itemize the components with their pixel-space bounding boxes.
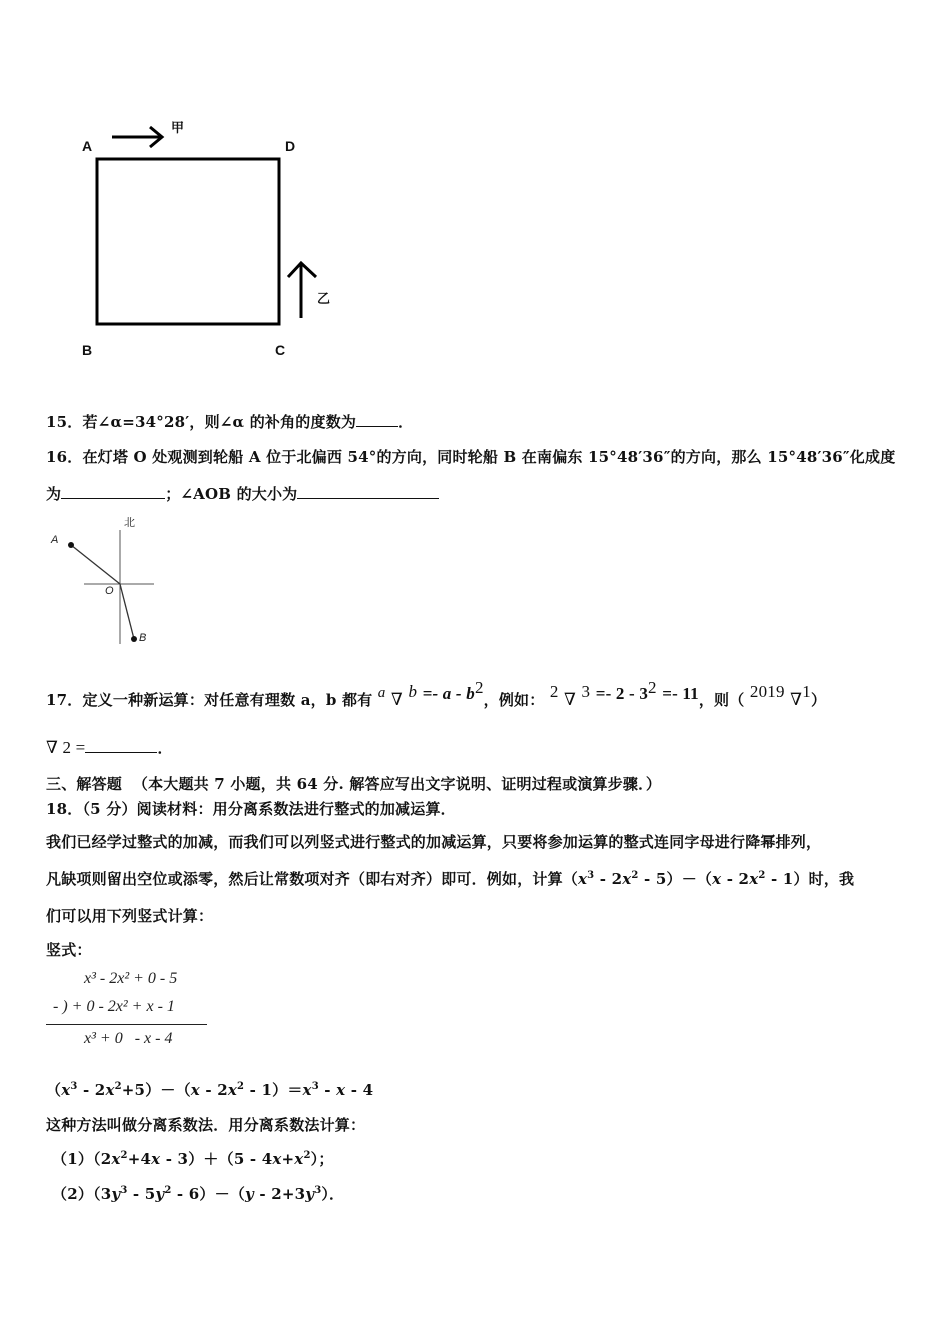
ray-oa [71,545,120,584]
q16-number: 16． [46,448,83,466]
direction-figure [44,512,164,652]
question-17-line1: 17．定义一种新运算：对任意有理数 a，b 都有 a ∇ $b =- a - b^2$，例如： 2 ∇ $3 =- 2 - 3^2 =- 11$，则（ 2019 ∇1） [46,678,827,709]
label-b: B [82,342,93,358]
vertical-row-3: x³ + 0 - x - 4 [84,1030,173,1047]
q17-def-rhs: =- a - b [422,684,475,703]
q15-number: 15． [46,413,83,431]
q17-ex-2: 2 [549,682,559,701]
section-3-heading [46,773,661,794]
q18-intro: （5 分）阅读材料：用分离系数法进行整式的加减运算． [82,800,456,818]
north-label: 北 [124,517,135,529]
q17-end: ． [157,739,173,757]
section-3-desc: （本大题共 7 小题，共 64 分. 解答应写出文字说明、证明过程或演算步骤．） [132,775,662,793]
q15-text: 若∠α=34°28′，则∠α 的补角的度数为 [82,413,357,431]
q18-sub2-number: （2） [52,1185,94,1203]
q18-paragraph-1 [46,831,821,852]
vertical-row-1: x³ - 2x² + 0 - 5 [84,970,178,987]
q18-result-a: （ [46,1081,62,1099]
q18-p2-a: 凡缺项则留出空位或添零，然后让常数项对齐（即右对齐）即可．例如，计算（ [46,870,579,888]
ray-ob [120,584,134,639]
q18-sub1-number: （1） [52,1150,94,1168]
q16-text-b: ；∠AOB 的大小为 [165,485,298,503]
q17-q-1: 1 [802,682,811,701]
q17-line2-expr: ∇ 2 = [46,738,86,757]
q16-text-a: 为 [46,485,62,503]
q18-sub2-a: （ [93,1185,101,1203]
q17-ex-3: 3 [581,682,591,701]
q18-paragraph-3 [46,905,213,926]
q18-method [46,1114,365,1135]
q17-def-a: a [377,685,386,701]
q16-text-line1: 在灯塔 O 处观测到轮船 A 位于北偏西 54°的方向，同时轮船 B 在南偏东 15°48′36″的方向，那么 15°48′36″化成度 [82,448,896,466]
question-16-line1 [46,446,895,467]
q18-result-c: ）＝ [272,1081,303,1099]
q18-vertical-label-text: 竖式： [46,941,92,959]
point-o-label: O [105,585,114,597]
q17-number: 17． [46,691,83,709]
q18-sub-2: $(2)(3y^3 - 5y^2 - 6)-(y - 2+3y^3)$． [52,1185,345,1203]
label-d: D [285,138,296,154]
direction-diagram [44,512,164,652]
q18-sub2-c: ）． [321,1185,345,1203]
question-15 [46,411,413,432]
vertical-row-2: - ) + 0 - 2x² + x - 1 [53,998,175,1015]
q18-p3: 们可以用下列竖式计算： [46,907,214,925]
q17-q-2019: 2019 [749,682,785,701]
q18-sub1-a: （ [93,1150,101,1168]
question-17-line2 [46,737,173,758]
section-3-title: 三、解答题 [46,775,123,793]
q17-nabla-1: ∇ [390,690,403,709]
q16-degree-blank[interactable] [61,484,165,499]
square-figure [70,110,350,370]
q17-text4: ） [810,691,827,709]
q18-result: $(x^3 - 2x^2+5)-(x - 2x^2 - 1)=x^3 - x - 4$ [46,1081,374,1099]
q18-vertical-label [46,939,92,960]
point-b-label: B [139,632,147,644]
q17-nabla-3: ∇ [790,690,803,709]
q17-answer-blank[interactable] [85,738,157,753]
point-a [68,542,74,548]
q18-sub-1: $(1)(2x^2+4x - 3)+(5 - 4x+x^2)$； [52,1150,334,1168]
q18-p1: 我们已经学过整式的加减，而我们可以列竖式进行整式的加减运算，只要将参加运算的整式连同字母进行降幂排列， [46,833,822,851]
q18-result-b: ）－（ [145,1081,191,1099]
q18-paragraph-2: 凡缺项则留出空位或添零，然后让常数项对齐（即右对齐）即可．例如，计算$(x^3 - 2x^2 - 5)-(x - 2x^2 - 1)$时，我 [46,870,855,888]
square-abcd [97,159,279,324]
label-jia: 甲 [171,120,185,135]
q17-text3: ，则（ [698,691,745,709]
q17-ex-rhs: =- 2 - 3 [595,684,649,703]
q18-number: 18． [46,800,83,818]
q17-nabla-2: ∇ [564,690,577,709]
point-a-label: A [51,534,59,546]
q17-ex-result: =- 11 [662,684,699,703]
label-yi: 乙 [317,291,331,306]
q18-sub1-b: ）＋（ [188,1150,234,1168]
square-diagram [70,110,350,370]
q17-def-b: b [408,682,418,701]
q17-text1: 定义一种新运算：对任意有理数 a，b 都有 [82,691,373,709]
point-b [131,636,137,642]
label-c: C [275,342,286,358]
vertical-divider [46,1024,207,1025]
q18-sub2-b: ）－（ [199,1185,246,1203]
label-a: A [82,138,93,154]
q18-method-text: 这种方法叫做分离系数法．用分离系数法计算： [46,1116,366,1134]
q15-answer-blank[interactable] [356,412,398,427]
q15-end: ． [398,413,414,431]
q16-angle-blank[interactable] [297,484,439,499]
question-18-intro [46,798,456,819]
q18-sub1-c: ）； [310,1150,334,1168]
question-16-line2 [46,483,439,504]
q18-p2-b: ）－（ [666,870,713,888]
q18-p2-c: ）时，我 [793,870,855,888]
q17-text2: ，例如： [483,691,545,709]
